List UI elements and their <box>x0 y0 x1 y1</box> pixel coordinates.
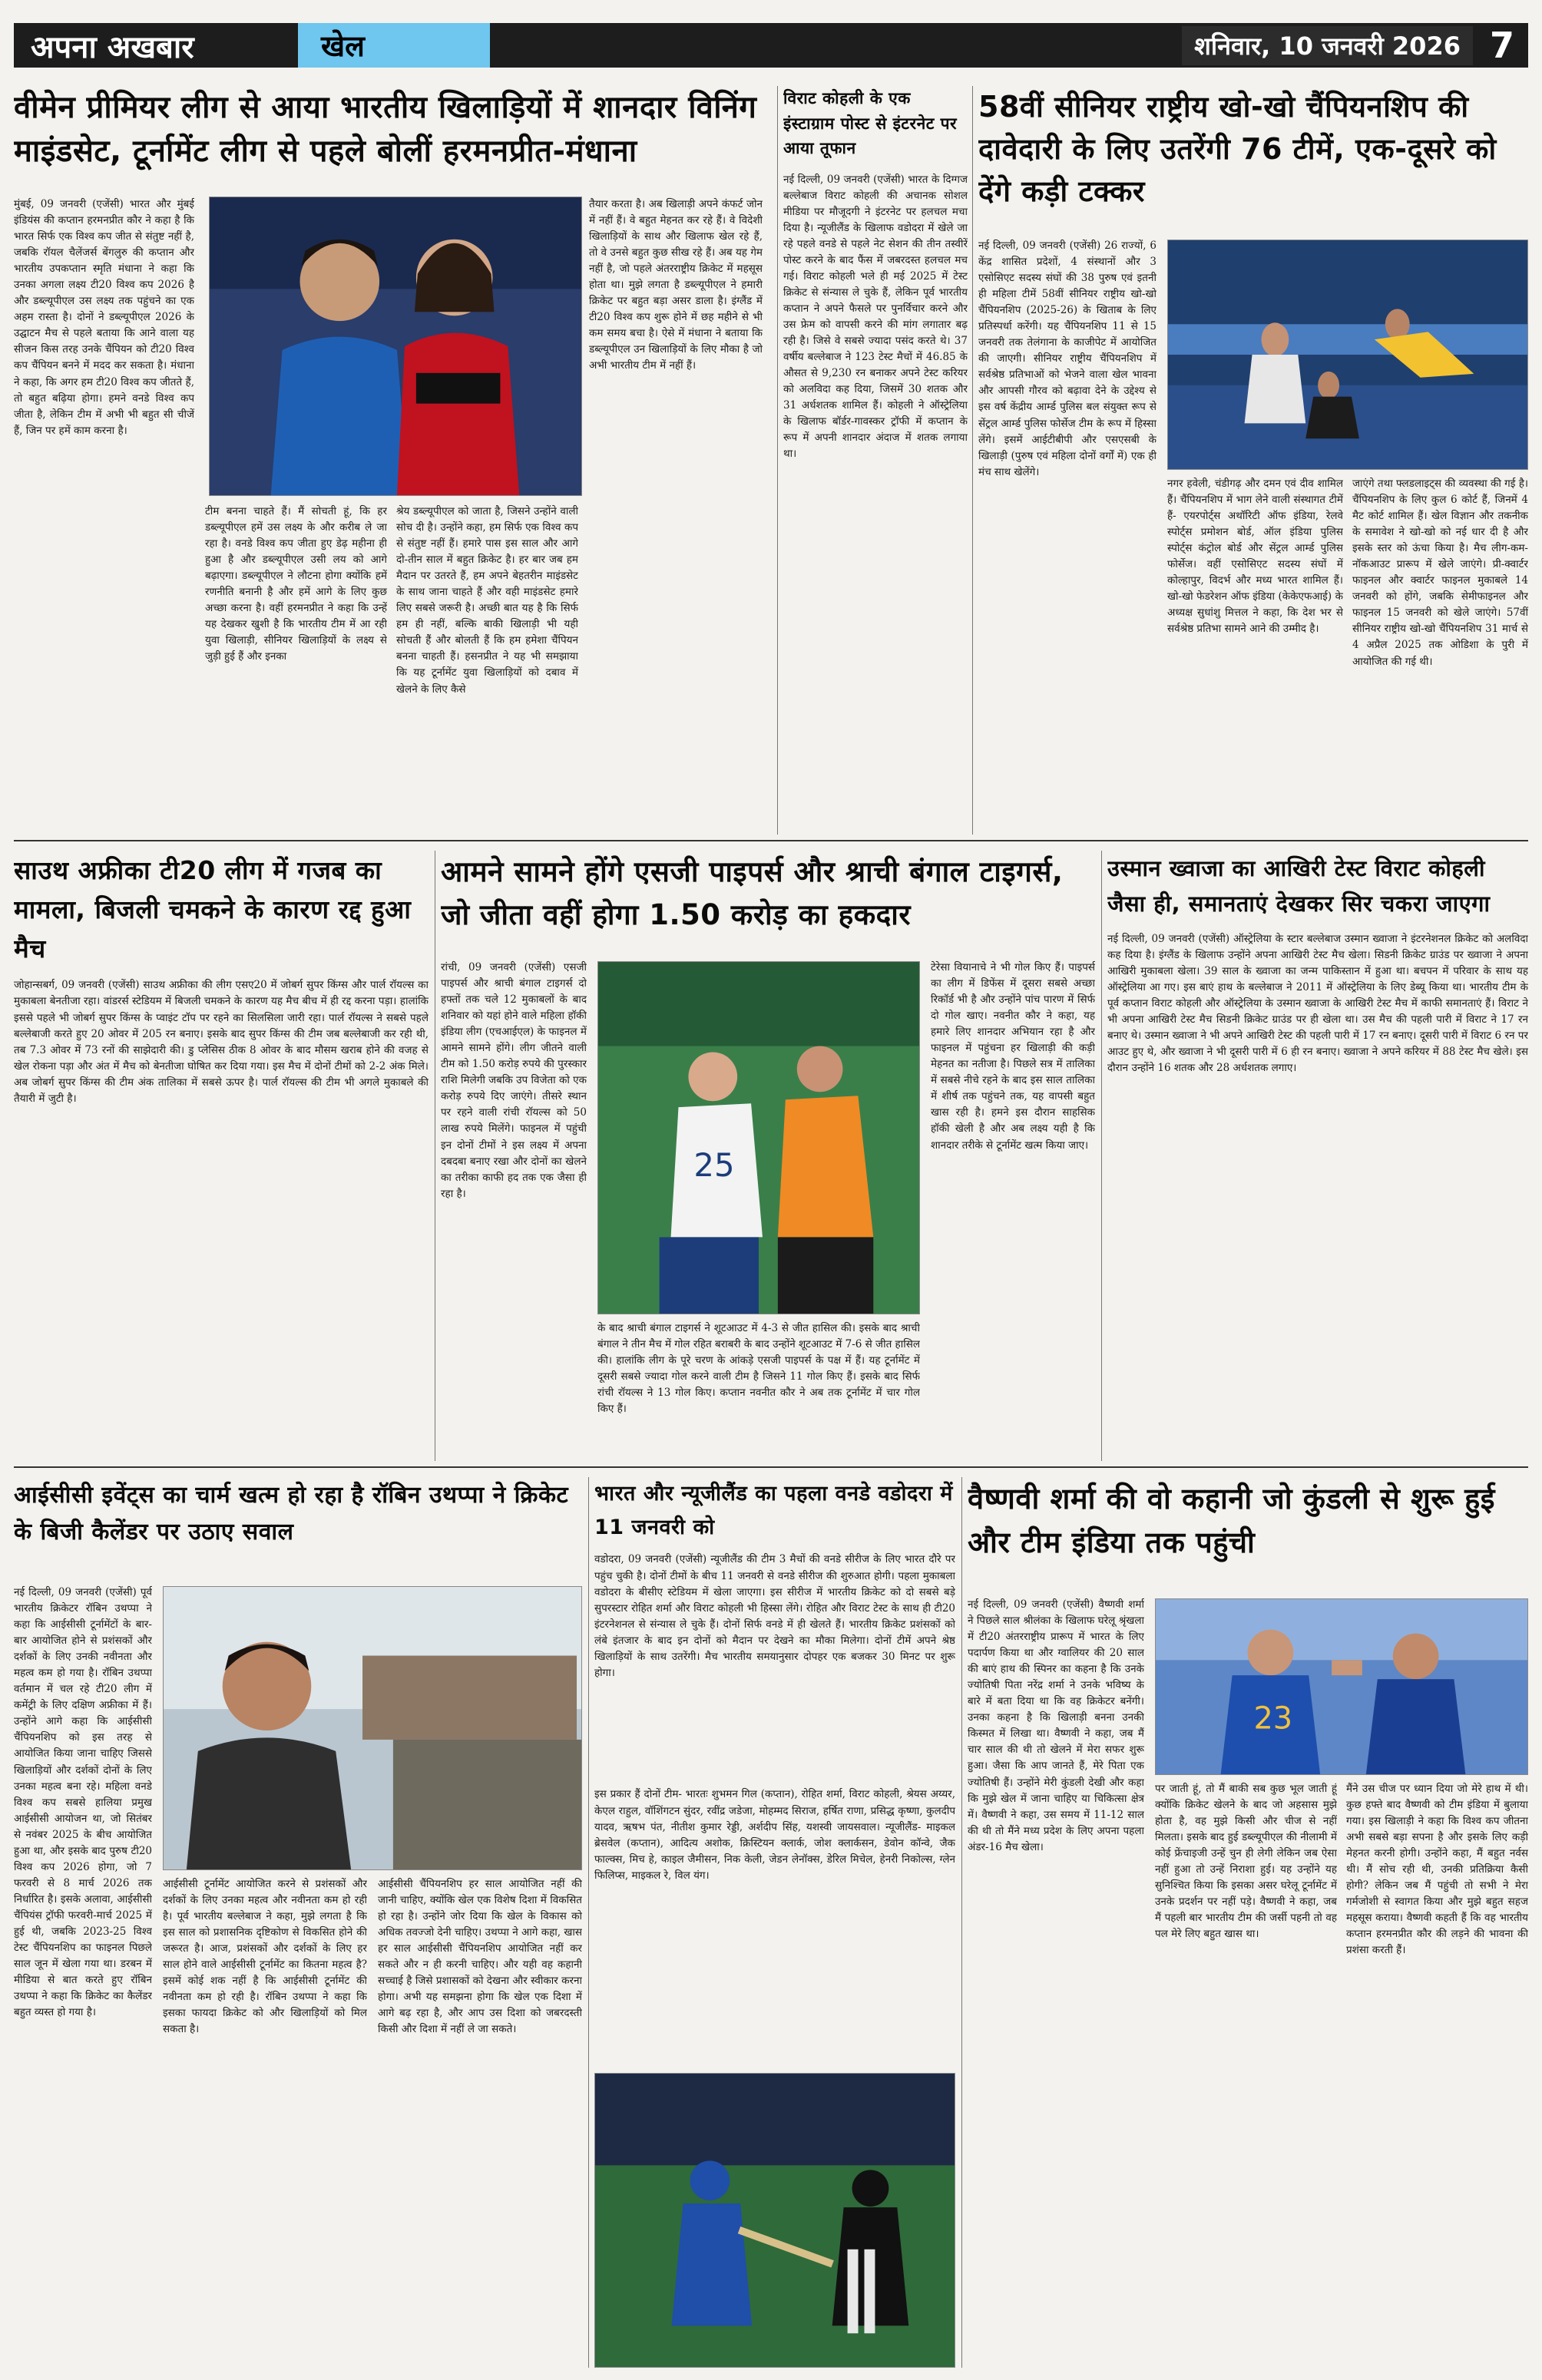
uthappa-column-1: नई दिल्ली, 09 जनवरी (एजेंसी) पूर्व भारतीय क्रिकेटर रॉबिन उथप्पा ने कहा कि आईसीसी टूर्नामेंटों के बार-बार आयोजित होने से प्रशंसकों और दर्शकों के लिए उनकी नवीनता और महत्व कम हो गया है। रॉबिन उथप्पा वर्तमान में चल रहे टी20 लीग में कमेंट्री के लिए दक्षिण अफ्रीका में हैं। उन्होंने आगे कहा कि आईसीसी चैंपियनशिप को इस तरह से आयोजित किया जाना चाहिए जिससे खिलाड़ियों और दर्शकों दोनों के लिए उनका महत्व बना रहे। महिला वनडे विश्व कप सबसे हालिया प्रमुख आईसीसी आयोजन था, जो सितंबर से नवंबर 2025 के बीच आयोजित हुआ था, और इसके बाद पुरुष टी20 विश्व कप 2026 होगा, जो 7 फरवरी से 8 मार्च 2026 तक निर्धारित है। इसके अलावा, आईसीसी चैंपियंस ट्रॉफी फरवरी-मार्च 2025 में हुई थी, जबकि 2023-25 विश्व टेस्ट चैंपियनशिप का फाइनल पिछले साल जून में खेला गया था। डरबन में मीडिया से बात करते हुए रॉबिन उथप्पा ने कहा कि क्रिकेट का कैलेंडर बहुत व्यस्त हो गया है। <box>14 1586 152 2019</box>
vaishnavi-column-2: पर जाती हूं, तो मैं बाकी सब कुछ भूल जाती हूं क्योंकि क्रिकेट खेलने के बाद जो अहसास मुझे होता है, वह मुझे किसी और चीज से नहीं मिलता। इसके बाद हुई डब्ल्यूपीएल की नीलामी में कोई फ्रेंचाइजी उन्हें चुन ही लेगी लेकिन जब ऐसा नहीं हुआ तो उन्हें निराशा हुई। यह उन्होंने यह सुनिश्चित किया कि इसका असर घरेलू टूर्नामेंट में उनके प्रदर्शन पर नहीं पड़े। वैष्णवी ने कहा, जब मैं पहली बार भारतीय टीम की जर्सी पहनी तो वह पल मेरे लिए बहुत खास था। <box>1155 1783 1337 1941</box>
story-khawaja <box>1107 851 1528 1465</box>
headline-khokho: 58वीं सीनियर राष्ट्रीय खो-खो चैंपियनशिप की दावेदारी के लिए उतरेंगी 76 टीमें, एक-दूसरे को देंगे कड़ी टक्कर <box>978 90 1497 209</box>
headline-uthappa: आईसीसी इवेंट्स का चार्म खत्म हो रहा है रॉबिन उथप्पा ने क्रिकेट के बिजी कैलेंडर पर उठाए सवाल <box>14 1482 569 1545</box>
uthappa-column-2: आईसीसी टूर्नामेंट आयोजित करने से प्रशंसकों और दर्शकों के लिए उनका महत्व और नवीनता कम हो रही है। पूर्व भारतीय बल्लेबाज ने कहा, मुझे लगता है कि इस साल को प्रशासनिक दृष्टिकोण से विकसित होने की जरूरत है। आज, प्रशंसकों और दर्शकों के लिए हर साल होने वाले आईसीसी टूर्नामेंट का कितना महत्व है? इसमें कोई शक नहीं है कि आईसीसी टूर्नामेंट की नवीनता कम हो रही है। रॉबिन उथप्पा ने कहा कि इसका फायदा क्रिकेट को और खिलाड़ियों को मिल सकता है। <box>163 1878 367 2036</box>
wpl-column-4: तैयार करता है। अब खिलाड़ी अपने कंफर्ट जोन में नहीं हैं। वे बहुत मेहनत कर रहे हैं। वे विदेशी खिलाड़ियों के साथ और खिलाफ खेल रहे हैं, तो वे उनसे बहुत कुछ सीख रहे हैं। अब यह गेम नहीं है, जो पहले अंतरराष्ट्रीय क्रिकेट में महसूस होता था। मुझे लगता है डब्ल्यूपीएल ने हमारी क्रिकेट पर बहुत बड़ा असर डाला है। इंग्लैंड में टी20 विश्व कप शुरू होने में छह महीने से भी कम समय बचा है। ऐसे में मंधाना ने बताया कि डब्ल्यूपीएल उन खिलाड़ियों के लिए मौका है जो अभी भारतीय टीम में नहीं हैं। <box>589 198 763 372</box>
headline-khawaja: उस्मान ख्वाजा का आखिरी टेस्ट विराट कोहली जैसा ही, समानताएं देखकर सिर चकरा जाएगा <box>1107 855 1491 917</box>
wpl-column-3: श्रेय डब्ल्यूपीएल को जाता है, जिसने उन्होंने वाली सोच दी है। उन्होंने कहा, हम सिर्फ एक विश्व कप से संतुष्ट नहीं हैं। हमारे पास इस साल और आगे दो-तीन साल में बहुत क्रिकेट है। हर बार जब हम मैदान पर उतरते हैं, हम अपने बेहतरीन माइंडसेट के साथ जाना चाहते हैं और वही माइंडसेट हमारे लिए सबसे जरूरी है। अच्छी बात यह है कि सिर्फ हम ही नहीं, बल्कि बाकी खिलाड़ी भी यही सोचती हैं और बोलती हैं कि हम हमेशा चैंपियन बनना चाहती हैं। हसनप्रीत ने यह भी समझाया कि यह टूर्नामेंट युवा खिलाड़ियों को दबाव में खेलने के लिए कैसे <box>396 505 578 696</box>
svg-text:25: 25 <box>693 1145 735 1184</box>
hockey-column-2: के बाद श्राची बंगाल टाइगर्स ने शूटआउट में 4-3 से जीत हासिल की। इसके बाद श्राची बंगाल ने तीन मैच में गोल रहित बराबरी के बाद उन्होंने शूटआउट में 7-6 से जीत हासिल की। हालांकि लीग के पूरे चरण के आंकड़े एसजी पाइपर्स के पक्ष में हैं। यह टूर्नामेंट में दूसरी सबसे ज्यादा गोल करने वाली टीम है जिसने 11 गोल किए हैं। इसके बाद सिर्फ रांची रॉयल्स ने 13 गोल किए। कप्तान नवनीत कौर ने अब तक टूर्नामेंट में चार गोल किए हैं। <box>597 1322 920 1416</box>
column-divider <box>1101 851 1102 1461</box>
khokho-column-2: नगर हवेली, चंडीगढ़ और दमन एवं दीव शामिल हैं। चैंपियनशिप में भाग लेने वाली संस्थागत टीमें हैं- एयरपोर्ट्स अथॉरिटी ऑफ इंडिया, रेलवे स्पोर्ट्स प्रमोशन बोर्ड, ऑल इंडिया पुलिस स्पोर्ट्स कंट्रोल बोर्ड और सेंट्रल आर्म्ड पुलिस फोर्सेज। वहीं एसोसिएट सदस्य संघों में कोल्हापुर, विदर्भ और मध्य भारत शामिल हैं। खो-खो फेडरेशन ऑफ इंडिया (केकेएफआई) के अध्यक्ष सुधांशु मित्तल ने कहा, कि देश भर से सर्वश्रेष्ठ प्रतिभा सामने आने की उम्मीद है। <box>1167 478 1343 636</box>
section-tab[interactable]: खेल <box>298 23 490 68</box>
wpl-column-2: टीम बनना चाहते हैं। मैं सोचती हूं, कि हर डब्ल्यूपीएल हमें उस लक्ष्य के और करीब ले जा रहा है। वनडे विश्व कप जीता हुए डेढ़ महीना ही हुआ है और डब्ल्यूपीएल उसी लय को आगे बढ़ाएगा। डब्ल्यूपीएल ने लौटना होगा क्योंकि हमें रणनीति बनानी है और हमें आगे के लिए कुछ अच्छा करना है। वहीं हरमनप्रीत ने कहा कि उन्हें यह देखकर खुशी है कि भारतीय टीम में आ रही युवा खिलाड़ी, सीनियर खिलाड़ियों के लक्ष्य से जुड़ी हुई हैं और इनका <box>205 505 387 663</box>
column-divider <box>972 86 973 835</box>
wpl-column-1: मुंबई, 09 जनवरी (एजेंसी) भारत और मुंबई इंडियंस की कप्तान हरमनप्रीत कौर ने कहा है कि भारत सिर्फ एक विश्व कप जीत से संतुष्ट नहीं है, जबकि रॉयल चैलेंजर्स बेंगलुरु की कप्तान और भारतीय उपकप्तान स्मृति मंधाना ने कहा कि उनका अगला लक्ष्य टी20 विश्व कप 2026 है और डब्ल्यूपीएल उस लक्ष्य तक पहुंचने का एक अहम रास्ता है। दोनों ने डब्ल्यूपीएल 2026 के उद्घाटन मैच से पहले बताया कि आने वाला यह सीजन किस तरह उनके चैंपियन को टी20 विश्व कप चैंपियन बनने में मदद कर सकता है। मंधाना ने कहा, कि अगर हम टी20 विश्व कप जीतते हैं, तो बहुत बढ़िया होगा। हमने वनडे विश्व कप जीता है, लेकिन टीम में अभी भी बहुत सी चीजें हैं, जिन पर हमें काम करना है। <box>14 198 194 437</box>
story-khokho <box>978 86 1528 240</box>
masthead <box>14 23 1528 68</box>
row-divider <box>14 840 1528 841</box>
uthappa-portrait-photo <box>163 1586 582 1870</box>
hockey-column-3: टेरेसा वियानाचे ने भी गोल किए हैं। पाइपर्स का लीग में डिफेंस में दूसरा सबसे अच्छा रिकॉर्ड भी है और उन्होंने पांच पारण में सिर्फ दो गोल खाए। नवनीत कौर ने कहा, यह हमारे लिए शानदार अभियान रहा है और फाइनल में पहुंचना हर खिलाड़ी की कड़ी मेहनत का नतीजा है। पिछले सत्र में तालिका में सबसे नीचे रहने के बाद इस साल तालिका में शीर्ष तक पहुंचने तक, यह वापसी बहुत खास रही है। हमने इस दौरान साहसिक हॉकी खेली है और अब लक्ष्य यही है कि शानदार तरीके से टूर्नामेंट खत्म किया जाए। <box>931 961 1095 1152</box>
column-divider <box>588 1477 589 2368</box>
vaishnavi-team-photo <box>1155 1598 1528 1775</box>
headline-sa20: साउथ अफ्रीका टी20 लीग में गजब का मामला, बिजली चमकने के कारण रद्द हुआ मैच <box>14 855 412 964</box>
uthappa-column-3: आईसीसी चैंपियनशिप हर साल आयोजित नहीं की जानी चाहिए, क्योंकि खेल एक विशेष दिशा में विकसित हो रहा है। उन्होंने जोर दिया कि खेल के विकास को अधिक तवज्जो देनी चाहिए। उथप्पा ने आगे कहा, खास हर साल आईसीसी चैंपियनशिप आयोजित नहीं कर सकते और न ही करनी चाहिए। और यही वह कहानी सच्चाई है जिसे प्रशासकों को देखना और स्वीकार करना होगा। अभी यह समझना होगा कि खेल एक दिशा में आगे बढ़ रहा है, और आप उस दिशा को जबरदस्ती किसी और दिशा में नहीं ले जा सकते। <box>378 1878 582 2036</box>
khokho-column-3: जाएंगे तथा फ्लडलाइट्स की व्यवस्था की गई है। चैंपियनशिप के लिए कुल 6 कोर्ट हैं, जिनमें 4 मैट कोर्ट शामिल हैं। खेल विज्ञान और तकनीक के समावेश ने खो-खो को नई धार दी है और इसके स्तर को ऊंचा किया है। मैच लीग-कम-नॉकआउट प्रारूप में खेले जाएंगे। प्री-क्वार्टर फाइनल और क्वार्टर फाइनल मुकाबले 14 जनवरी को होंगे, जबकि सेमीफाइनल और फाइनल 15 जनवरी को खेले जाएंगे। 57वीं सीनियर राष्ट्रीय खो-खो चैंपियनशिप 31 मार्च से 4 अप्रैल 2025 तक ओडिशा के पुरी में आयोजित की गई थी। <box>1352 478 1528 668</box>
hockey-match-photo <box>597 961 920 1314</box>
issue-date: शनिवार, 10 जनवरी 2026 <box>1182 26 1473 65</box>
newspaper-brand: अपना अखबार <box>31 29 194 65</box>
story-hockey <box>441 851 1095 958</box>
khokho-action-photo <box>1167 240 1528 470</box>
story-vaishnavi <box>968 1477 1528 1592</box>
headline-wpl: वीमेन प्रीमियर लीग से आया भारतीय खिलाड़ियों में शानदार विनिंग माइंडसेट, टूर्नामेंट लीग से पहले बोलीं हरमनप्रीत-मंधाना <box>14 90 757 169</box>
story-sa20 <box>14 851 429 1465</box>
sa20-column-1: जोहान्सबर्ग, 09 जनवरी (एजेंसी) साउथ अफ्रीका की लीग एसए20 में जोबर्ग सुपर किंग्स और पार्ल रॉयल्स का मुकाबला बेनतीजा रहा। वांडरर्स स्टेडियम में बिजली चमकने के कारण यह मैच बीच में ही रद्द करना पड़ा। हालांकि इससे पहले भी जोबर्ग सुपर किंग्स के प्वाइंट टॉप पर रहने का सिलसिला जारी रहा। पार्ल रॉयल्स ने सबसे पहले बल्लेबाजी करते हुए 20 ओवर में 205 रन बनाए। इसके बाद सुपर किंग्स की टीम जब बल्लेबाजी कर रही थी, तब 7.3 ओवर में 73 रनों की साझेदारी की। डु प्लेसिस ठीक 8 ओवर के बाद मौसम खराब होने की वजह से खेल रोकना पड़ा और अंत में मैच को बेनतीजा घोषित कर दिया गया। इस मैच में दोनों टीमों को 2-2 अंक मिले। अब जोबर्ग सुपर किंग्स की टीम अंक तालिका में सबसे ऊपर है। पार्ल रॉयल्स की टीम भी अगले मुकाबले की तैयारी में जुटी है। <box>14 979 429 1105</box>
vaishnavi-column-1: नई दिल्ली, 09 जनवरी (एजेंसी) वैष्णवी शर्मा ने पिछले साल श्रीलंका के खिलाफ घरेलू श्रृंखला में टी20 अंतरराष्ट्रीय प्रारूप में भारत के लिए पदार्पण किया था और ग्वालियर की 20 साल की बाएं हाथ की स्पिनर का कहना है कि उनके ज्योतिषी पिता नरेंद्र शर्मा ने उनके भविष्य के बारे में बता दिया था कि वह क्रिकेटर बनेंगी। उनका कहना है कि खिलाड़ी बनना उनकी किस्मत में लिखा था। वैष्णवी ने कहा, जब मैं चार साल की थी तो खेलने में मेरा सफर शुरू हुआ। जैसा कि आप जानते हैं, मेरे पिता एक ज्योतिषी हैं। उन्होंने मेरी कुंडली देखी और कहा कि मुझे खेल में जाना चाहिए या चिकित्सा क्षेत्र में। वैष्णवी ने कहा, उस समय में 11-12 साल की थी तो मैंने मध्य प्रदेश के लिए अपना पहला अंडर-16 मैच खेला। <box>968 1598 1144 1853</box>
row-divider <box>14 1466 1528 1468</box>
indnz-cricket-photo <box>594 2073 955 2368</box>
vaishnavi-column-3: मैंने उस चीज पर ध्यान दिया जो मेरे हाथ में थी। कुछ हफ्ते बाद वैष्णवी को टीम इंडिया में बुलाया गया। इस खिलाड़ी ने कहा कि विश्व कप जीतना अभी सबसे बड़ा सपना है और इसके लिए कड़ी मेहनत करनी होगी। उन्होंने कहा, मैं बहुत नर्वस थी। मैं सोच रही थी, उनकी प्रतिक्रिया कैसी होगी? लेकिन जब मैं पहुंची तो सभी ने मेरा गर्मजोशी से स्वागत किया और मुझे बहुत सहज महसूस कराया। वैष्णवी कहती हैं कि वह भारतीय कप्तान हरमनप्रीत कौर की लड़ने की भावना की प्रशंसा करती हैं। <box>1346 1783 1528 1957</box>
headline-hockey: आमने सामने होंगे एसजी पाइपर्स और श्राची बंगाल टाइगर्स, जो जीता वहीं होगा 1.50 करोड़ का हकदार <box>441 855 1064 931</box>
headline-vaishnavi: वैष्णवी शर्मा की वो कहानी जो कुंडली से शुरू हुई और टीम इंडिया तक पहुंची <box>968 1482 1495 1559</box>
indnz-column-2: इस प्रकार हैं दोनों टीम- भारतः शुभमन गिल (कप्तान), रोहित शर्मा, विराट कोहली, श्रेयस अय्यर, केएल राहुल, वॉशिंगटन सुंदर, रवींद्र जडेजा, मोहम्मद सिराज, हर्षित राणा, प्रसिद्ध कृष्णा, कुलदीप यादव, ऋषभ पंत, नीतीश कुमार रेड्डी, अर्शदीप सिंह, यशस्वी जायसवाल। न्यूजीलैंड- माइकल ब्रेसवेल (कप्तान), आदित्य अशोक, क्रिस्टियन क्लार्क, जोश क्लार्कसन, डेवोन कॉन्वे, जैक फाल्क्स, मिच हे, काइल जैमीसन, निक केली, जेडन लेनॉक्स, डेरिल मिचेल, हेनरी निकोल्स, ग्लेन फिलिप्स, माइकल रे, विल यंग। <box>594 1788 955 1882</box>
wpl-captains-photo <box>209 197 582 496</box>
hockey-column-1: रांची, 09 जनवरी (एजेंसी) एसजी पाइपर्स और श्राची बंगाल टाइगर्स दो हफ्तों तक चले 12 मुकाबलों के बाद शनिवार को यहां होने वाले महिला हॉकी इंडिया लीग (एचआईएल) के फाइनल में आमने सामने होंगे। लीग जीतने वाली टीम को 1.50 करोड़ रुपये की पुरस्कार राशि मिलेगी जबकि उप विजेता को एक करोड़ रुपये दिए जाएंगे। तीसरे स्थान पर रहने वाली रांची रॉयल्स को 50 लाख रुपये मिलेंगे। फाइनल में पहुंची इन दोनों टीमों ने इस लक्ष्य में अपना दबदबा बनाए रखा और दोनों का खेलने का तरीका काफी हद तक एक जैसा ही रहा है। <box>441 961 587 1200</box>
svg-text:23: 23 <box>1253 1701 1293 1737</box>
headline-indnz: भारत और न्यूजीलैंड का पहला वनडे वडोदरा में 11 जनवरी को <box>594 1482 953 1539</box>
khokho-column-1: नई दिल्ली, 09 जनवरी (एजेंसी) 26 राज्यों, 6 केंद्र शासित प्रदेशों, 4 संस्थानों और 3 एसोसिएट सदस्य संघों की 38 पुरुष एवं इतनी ही महिला टीमें 58वीं सीनियर राष्ट्रीय खो-खो चैंपियनशिप (2025-26) के खिताब के लिए प्रतिस्पर्धा करेंगी। यह चैंपियनशिप 11 से 15 जनवरी तक तेलंगाना के काजीपेट में आयोजित की जाएगी। सीनियर राष्ट्रीय चैंपियनशिप में सर्वश्रेष्ठ प्रतिभाओं को भेजने वाला खेल भावना और आपसी गौरव को बढ़ावा देने के उद्देश्य से इस वर्ष केंद्रीय आर्म्ड पुलिस बल संयुक्त रूप से सेंट्रल आर्म्ड पुलिस फोर्सेज टीम के रूप में हिस्सा लेंगे। इसमें आईटीबीपी और एसएसबी के खिलाड़ी (पुरुष एवं महिला दोनों वर्गों में) एक ही मंच साथ खेलेंगे। <box>978 240 1156 478</box>
khawaja-column-1: नई दिल्ली, 09 जनवरी (एजेंसी) ऑस्ट्रेलिया के स्टार बल्लेबाज उस्मान ख्वाजा ने इंटरनेशनल क्रिकेट को अलविदा कह दिया है। इंग्लैंड के खिलाफ उन्होंने अपना आखिरी टेस्ट मैच खेला। सिडनी क्रिकेट ग्राउंड पर ख्वाजा ने अपना आखिरी मुकाबला खेला। 39 साल के ख्वाजा का जन्म पाकिस्तान में हुआ था। बचपन में परिवार के साथ यह ऑस्ट्रेलिया आ गए। इस बाएं हाथ के बल्लेबाज ने 2011 में ऑस्ट्रेलिया के लिए डेब्यू किया था। भारतीय टीम के पूर्व कप्तान विराट कोहली और ऑस्ट्रेलिया के उस्मान ख्वाजा के आखिरी टेस्ट मैच में काफी समानताएं हैं। विराट ने भी अपना आखिरी टेस्ट मैच सिडनी क्रिकेट ग्राउंड पर ही खेला था। उस मैच की पहली पारी में विराट ने 17 रन बनाए थे। उस्मान ख्वाजा ने भी अपने आखिरी टेस्ट की पहली पारी में 17 रन बनाए। दूसरी पारी में विराट 6 रन पर आउट हुए थे, और ख्वाजा ने भी दूसरी पारी में 6 ही रन बनाए। ख्वाजा ने अपने करियर में 88 टेस्ट मैच खेले। इस दौरान उन्होंने 16 शतक और 28 अर्धशतक लगाए। <box>1107 932 1528 1075</box>
story-uthappa <box>14 1477 582 1585</box>
column-divider <box>777 86 778 835</box>
kohli-column-1: नई दिल्ली, 09 जनवरी (एजेंसी) भारत के दिग्गज बल्लेबाज विराट कोहली की अचानक सोशल मीडिया पर मौजूदगी ने इंटरनेट पर हलचल मचा दिया है। न्यूजीलैंड के खिलाफ वडोदरा में खेले जा रहे पहले वनडे से पहले नेट सेशन की तीन तस्वीरें पोस्ट करने के बाद फैंस में जबरदस्त हलचल मच गई। विराट कोहली भले ही मई 2025 में टेस्ट क्रिकेट से संन्यास ले चुके हैं, लेकिन पूर्व भारतीय कप्तान ने अपने फैसले पर पुनर्विचार करने और उस फ्रेम को वापसी करने की मांग लगातार बढ़ रही है। जिसे वे सबसे ज्यादा पसंद करते थे। 37 वर्षीय बल्लेबाज ने 123 टेस्ट मैचों में 46.85 के औसत से 9,230 रन बनाकर अपने टेस्ट करियर को अलविदा कह दिया, जिसमें 30 शतक और 31 अर्धशतक शामिल हैं। कोहली ने ऑस्ट्रेलिया के खिलाफ बॉर्डर-गावस्कर ट्रॉफी में कप्तान के रूप में अपनी शानदार अंदाज में शतक लगाया था। <box>783 173 968 461</box>
page-number: 7 <box>1489 25 1514 66</box>
indnz-column-1: वडोदरा, 09 जनवरी (एजेंसी) न्यूजीलैंड की टीम 3 मैचों की वनडे सीरीज के लिए भारत दौरे पर पहुंच चुकी है। दोनों टीमों के बीच 11 जनवरी से वनडे सीरीज की शुरुआत होगी। पहला मुकाबला वडोदरा के बीसीए स्टेडियम में खेला जाएगा। इस सीरीज में भारतीय क्रिकेट को दो सबसे बड़े सुपरस्टार रोहित शर्मा और विराट कोहली भी हिस्सा लेंगे। रोहित और विराट टेस्ट के साथ ही टी20 इंटरनेशनल से संन्यास ले चुके हैं। दोनों सिर्फ वनडे में ही खेलते हैं। भारतीय क्रिकेट प्रशंसकों को लंबे इंतजार के बाद इन दोनों को मैदान पर देखने का मौका मिलेगा। दोनों टीमें अपने श्रेष्ठ खिलाड़ियों के साथ उतरेंगी। मैच भारतीय समयानुसार दोपहर एक बजकर 30 मिनट पर शुरू होगा। <box>594 1553 955 1679</box>
story-kohli <box>783 86 968 835</box>
headline-kohli: विराट कोहली के एक इंस्टाग्राम पोस्ट से इंटरनेट पर आया तूफान <box>783 89 958 158</box>
column-divider <box>961 1477 962 2368</box>
